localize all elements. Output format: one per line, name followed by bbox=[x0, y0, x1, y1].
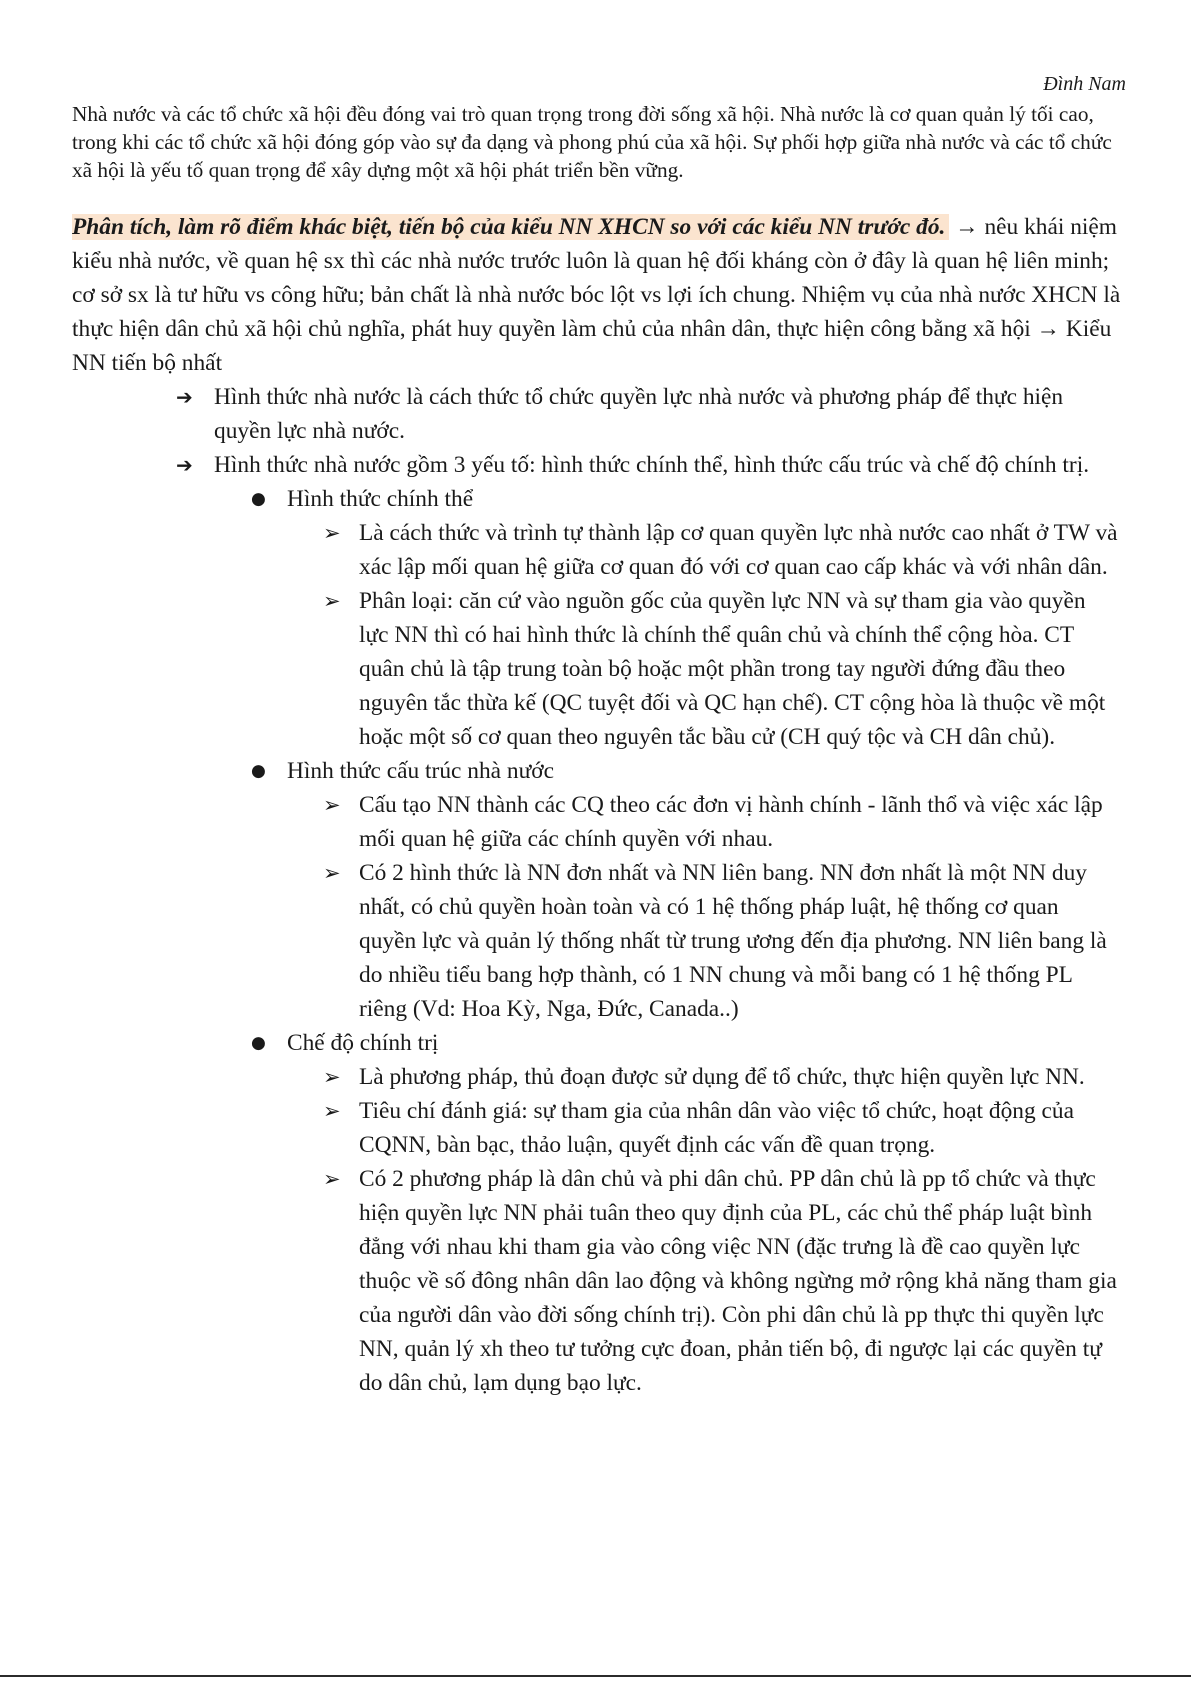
sub-list bbox=[287, 788, 1124, 1026]
sub-item-text: Có 2 hình thức là NN đơn nhất và NN liên bang. NN đơn nhất là một NN duy nhất, có chủ quyền hoàn toàn và có 1 hệ thống pháp luật, hệ thống cơ quan quyền lực và quản lý thống nhất từ trung ương đến địa phương. NN liên bang là do nhiều tiểu bang hợp thành, có 1 NN chung và mỗi bang có 1 hệ thống PL riêng (Vd: Hoa Kỳ, Nga, Đức, Canada..) bbox=[359, 860, 1107, 1022]
sub-item-text: Tiêu chí đánh giá: sự tham gia của nhân dân vào việc tổ chức, hoạt động của CQNN, bàn bạc, thảo luận, quyết định các vấn đề quan trọng. bbox=[359, 1098, 1074, 1158]
footer-divider bbox=[0, 1675, 1191, 1677]
sub-list bbox=[287, 516, 1124, 754]
arrow-bullet-icon: ➔ bbox=[176, 453, 193, 477]
dot-bullet-icon: ● bbox=[251, 1033, 266, 1053]
section-heading: Phân tích, làm rõ điểm khác biệt, tiến bộ của kiểu NN XHCN so với các kiểu NN trước đó. bbox=[72, 214, 949, 240]
section-text: nêu khái niệm kiểu nhà nước, về quan hệ sx thì các nhà nước trước luôn là quan hệ đối kháng còn ở đây là quan hệ liên minh; cơ sở sx là tư hữu vs công hữu; bản chất là nhà nước bóc lột vs lợi ích chung. Nhiệm vụ của nhà nước XHCN là thực hiện dân chủ xã hội chủ nghĩa, phát huy quyền làm chủ của nhân dân, thực hiện công bằng xã hội → Kiểu NN tiến bộ nhất bbox=[72, 214, 1121, 376]
arrow-item bbox=[176, 448, 1124, 482]
arrowhead-bullet-icon: ➢ bbox=[323, 793, 341, 817]
arrowhead-bullet-icon: ➢ bbox=[323, 1065, 341, 1089]
dot-bullet-icon: ● bbox=[251, 489, 266, 509]
sub-item bbox=[323, 788, 1124, 856]
arrow-item-text: Hình thức nhà nước gồm 3 yếu tố: hình thức chính thể, hình thức cấu trúc và chế độ chính trị. bbox=[214, 452, 1090, 478]
section-paragraph bbox=[72, 210, 1124, 380]
sub-item bbox=[323, 584, 1124, 754]
arrowhead-bullet-icon: ➢ bbox=[323, 861, 341, 885]
intro-paragraph: Nhà nước và các tổ chức xã hội đều đóng vai trò quan trọng trong đời sống xã hội. Nhà nước là cơ quan quản lý tối cao, trong khi các tổ chức xã hội đóng góp vào sự đa dạng và phong phú của xã hội. Sự phối hợp giữa nhà nước và các tổ chức xã hội là yếu tố quan trọng để xây dựng một xã hội phát triển bền vững. bbox=[72, 102, 1112, 182]
sub-list bbox=[287, 1060, 1124, 1400]
sub-item bbox=[323, 1162, 1124, 1400]
arrowhead-bullet-icon: ➢ bbox=[323, 1167, 341, 1191]
sub-item bbox=[323, 1094, 1124, 1162]
bullet-item bbox=[250, 482, 1124, 754]
arrow-bullet-icon: ➔ bbox=[176, 385, 193, 409]
arrow-item bbox=[176, 380, 1124, 448]
bullet-item bbox=[250, 1026, 1124, 1400]
arrow-list bbox=[72, 380, 1124, 482]
bullet-item bbox=[250, 754, 1124, 1026]
section-body bbox=[72, 210, 1124, 1400]
arrow-item-text: Hình thức nhà nước là cách thức tổ chức quyền lực nhà nước và phương pháp để thực hiện quyền lực nhà nước. bbox=[214, 384, 1064, 444]
bullet-title: Hình thức chính thể bbox=[287, 486, 474, 512]
arrowhead-bullet-icon: ➢ bbox=[323, 521, 341, 545]
bullet-list bbox=[72, 482, 1124, 1400]
sub-item bbox=[323, 856, 1124, 1026]
heading-arrow: → bbox=[955, 214, 979, 240]
sub-item-text: Có 2 phương pháp là dân chủ và phi dân chủ. PP dân chủ là pp tổ chức và thực hiện quyền lực NN phải tuân theo quy định của PL, các chủ thể pháp luật bình đẳng với nhau khi tham gia vào công việc NN (đặc trưng là đề cao quyền lực thuộc về số đông nhân dân lao động và không ngừng mở rộng khả năng tham gia của người dân vào đời sống chính trị). Còn phi dân chủ là pp thực thi quyền lực NN, quản lý xh theo tư tưởng cực đoan, phản tiến bộ, đi ngược lại các quyền tự do dân chủ, lạm dụng bạo lực. bbox=[359, 1166, 1117, 1396]
author-header: Đình Nam bbox=[1043, 73, 1126, 95]
sub-item-text: Cấu tạo NN thành các CQ theo các đơn vị hành chính - lãnh thổ và việc xác lập mối quan hệ giữa các chính quyền với nhau. bbox=[359, 792, 1103, 852]
sub-item-text: Là cách thức và trình tự thành lập cơ quan quyền lực nhà nước cao nhất ở TW và xác lập mối quan hệ giữa cơ quan đó với cơ quan cao cấp khác và với nhân dân. bbox=[359, 520, 1118, 580]
arrowhead-bullet-icon: ➢ bbox=[323, 589, 341, 613]
sub-item-text: Phân loại: căn cứ vào nguồn gốc của quyền lực NN và sự tham gia vào quyền lực NN thì có hai hình thức là chính thể quân chủ và chính thể cộng hòa. CT quân chủ là tập trung toàn bộ hoặc một phần trong tay người đứng đầu theo nguyên tắc thừa kế (QC tuyệt đối và QC hạn chế). CT cộng hòa là thuộc về một hoặc một số cơ quan theo nguyên tắc bầu cử (CH quý tộc và CH dân chủ). bbox=[359, 588, 1106, 750]
sub-item bbox=[323, 516, 1124, 584]
arrowhead-bullet-icon: ➢ bbox=[323, 1099, 341, 1123]
bullet-title: Hình thức cấu trúc nhà nước bbox=[287, 758, 554, 784]
dot-bullet-icon: ● bbox=[251, 761, 266, 781]
bullet-title: Chế độ chính trị bbox=[287, 1030, 439, 1056]
sub-item-text: Là phương pháp, thủ đoạn được sử dụng để tổ chức, thực hiện quyền lực NN. bbox=[359, 1064, 1085, 1090]
sub-item bbox=[323, 1060, 1124, 1094]
